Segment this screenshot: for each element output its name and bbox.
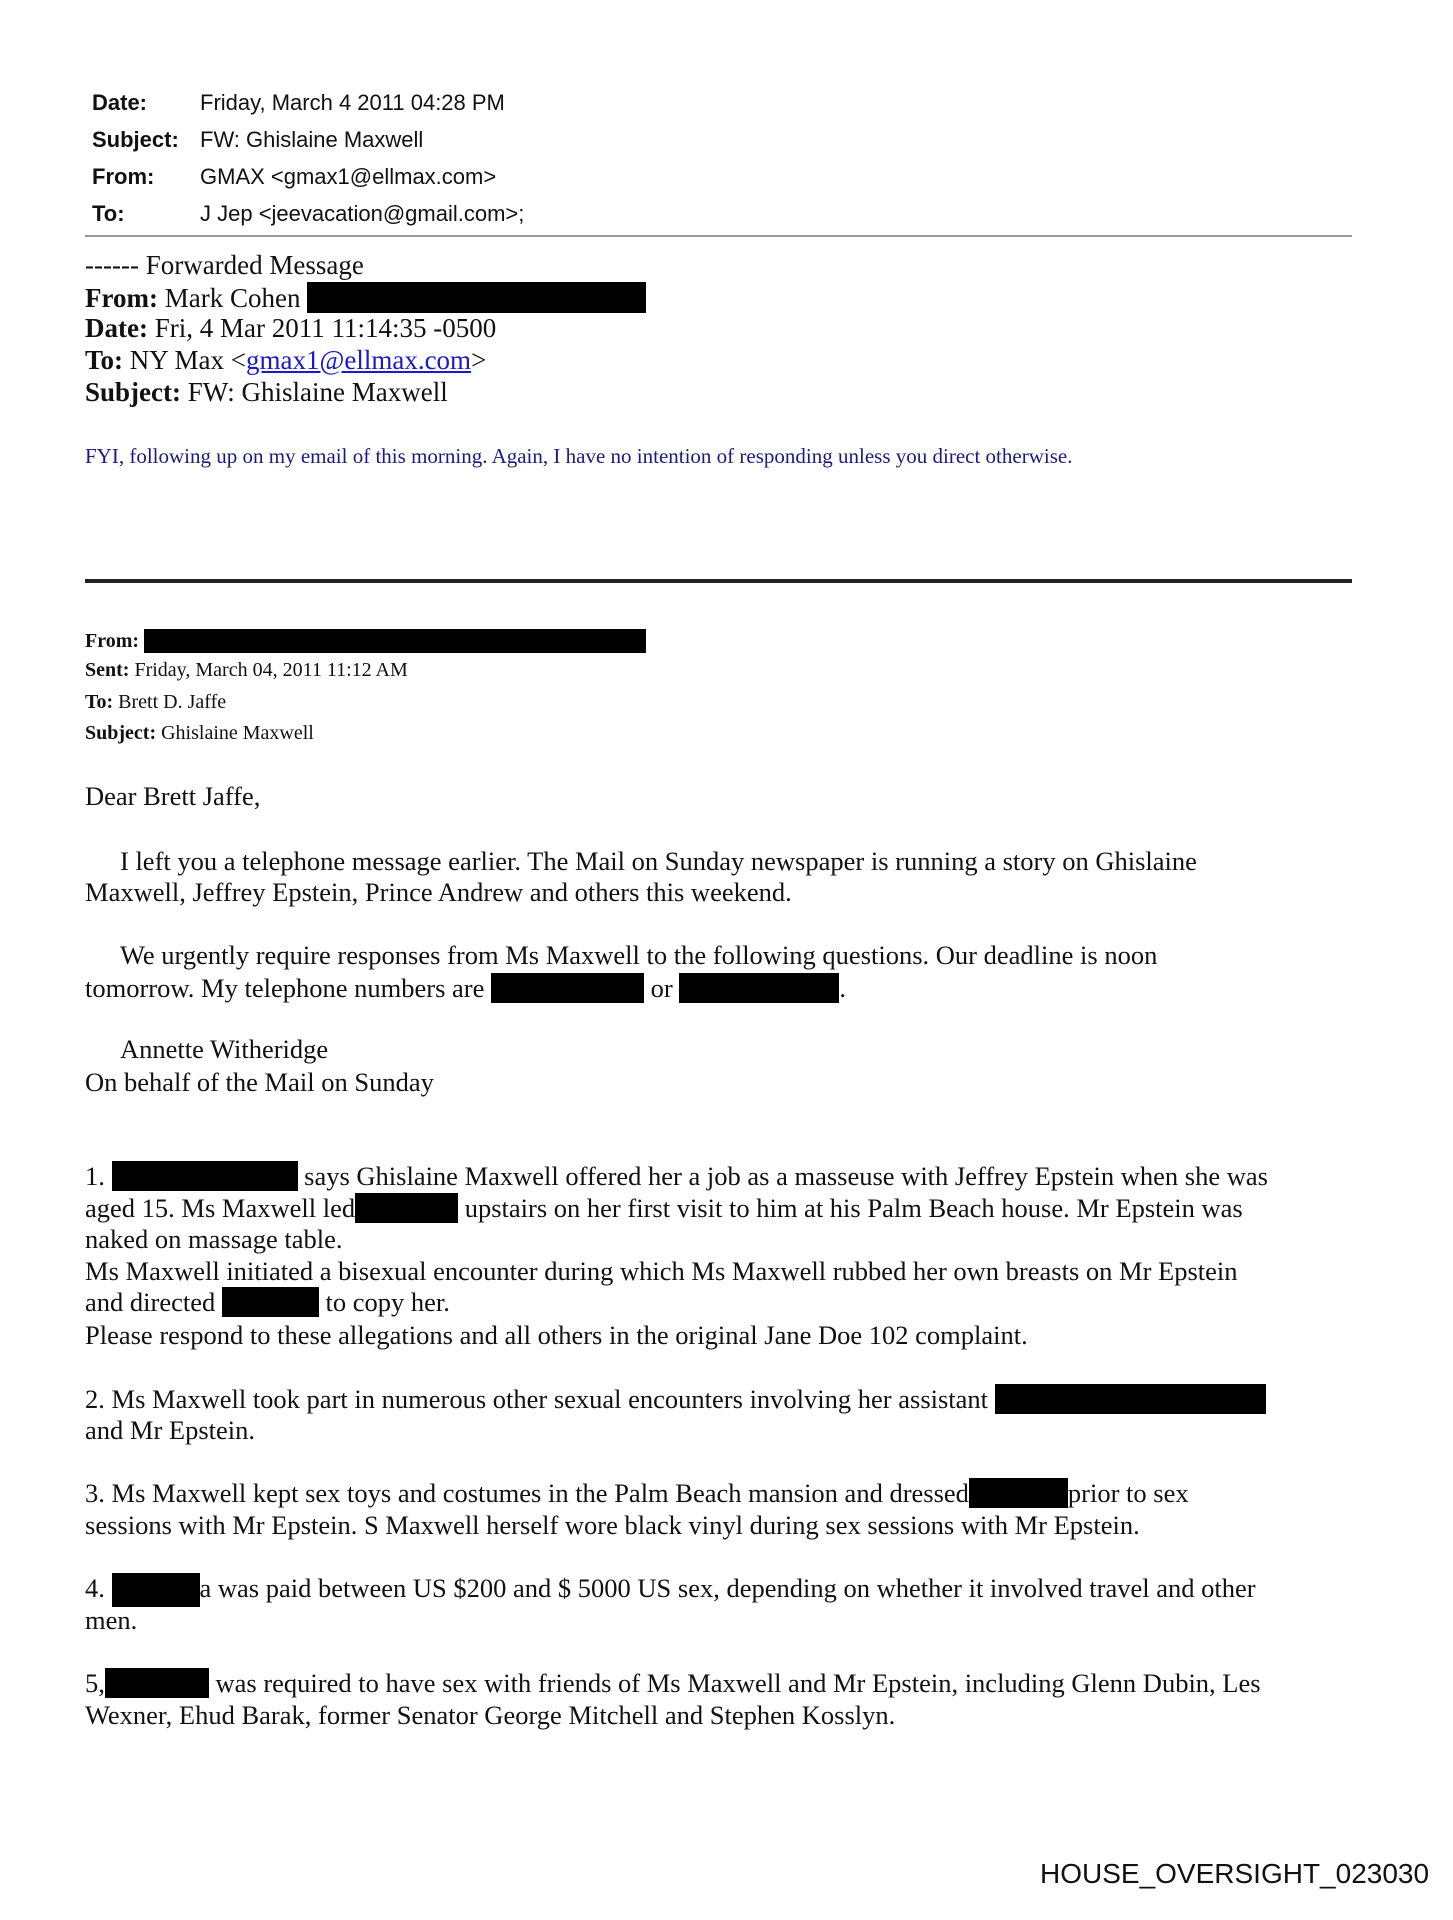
- question-1-line: [85, 1161, 1268, 1192]
- forwarded-to-label: To:: [85, 345, 124, 375]
- original-subject-value: Ghislaine Maxwell: [161, 722, 314, 744]
- bates-number: HOUSE_OVERSIGHT_023030: [1040, 1858, 1430, 1889]
- text: 5,: [85, 1668, 105, 1698]
- text: 3. Ms Maxwell kept sex toys and costumes in the Palm Beach mansion and dressed: [85, 1478, 969, 1508]
- forwarded-to-end: >: [471, 345, 487, 375]
- question-3-line: [85, 1478, 1189, 1509]
- forwarded-to-name: NY Max <: [129, 345, 246, 375]
- text: aged 15. Ms Maxwell led: [85, 1193, 356, 1223]
- text: 4.: [85, 1573, 105, 1603]
- forwarded-note: FYI, following up on my email of this morning. Again, I have no intention of responding unless you direct otherwise.: [85, 444, 1073, 468]
- paragraph-line: Maxwell, Jeffrey Epstein, Prince Andrew and others this weekend.: [85, 877, 792, 907]
- forwarded-date-label: Date:: [85, 313, 148, 343]
- text: tomorrow. My telephone numbers are: [85, 973, 485, 1003]
- forwarded-date-value: Fri, 4 Mar 2011 11:14:35 -0500: [154, 313, 497, 343]
- forwarded-date: [85, 313, 496, 344]
- text: and directed: [85, 1287, 216, 1317]
- forwarded-from-label: From:: [85, 283, 158, 313]
- redaction: [995, 1384, 1266, 1414]
- text: a was paid between US $200 and $ 5000 US sex, depending on whether it involved travel and other: [199, 1573, 1256, 1603]
- forwarded-from-value: Mark Cohen: [164, 283, 301, 313]
- redaction: [144, 629, 646, 653]
- question-1-line: naked on massage table.: [85, 1224, 343, 1254]
- question-1-line: Please respond to these allegations and all others in the original Jane Doe 102 complaint.: [85, 1320, 1028, 1350]
- redaction: [307, 282, 646, 313]
- original-subject: [85, 722, 314, 745]
- redaction: [105, 1668, 209, 1698]
- forwarded-to-email-link[interactable]: gmax1@ellmax.com: [246, 345, 472, 375]
- redaction: [355, 1193, 458, 1223]
- redaction: [679, 973, 839, 1003]
- original-sent-label: Sent:: [85, 659, 130, 681]
- original-from-label: From:: [85, 630, 140, 652]
- forwarded-subject: [85, 377, 448, 408]
- to-value: J Jep <jeevacation@gmail.com>;: [200, 201, 525, 226]
- original-sent: [85, 659, 408, 682]
- text: 1.: [85, 1161, 105, 1191]
- signature-org: On behalf of the Mail on Sunday: [85, 1067, 434, 1097]
- redaction: [112, 1573, 200, 1607]
- redaction: [112, 1161, 298, 1191]
- original-to: [85, 691, 226, 714]
- question-5-line: Wexner, Ehud Barak, former Senator George Mitchell and Stephen Kosslyn.: [85, 1700, 896, 1730]
- subject-value: FW: Ghislaine Maxwell: [200, 127, 424, 152]
- paragraph-line: [85, 973, 846, 1004]
- question-4-line: men.: [85, 1605, 138, 1635]
- redaction: [491, 973, 644, 1003]
- original-subject-label: Subject:: [85, 722, 157, 744]
- text: upstairs on her first visit to him at his Palm Beach house. Mr Epstein was: [464, 1193, 1243, 1223]
- text: was required to have sex with friends of Ms Maxwell and Mr Epstein, including Glenn Dubin, Les: [215, 1668, 1261, 1698]
- question-1-line: [85, 1193, 1243, 1224]
- text: 2. Ms Maxwell took part in numerous other sexual encounters involving her assistant: [85, 1384, 989, 1414]
- from-label: From:: [92, 164, 155, 189]
- question-2-line: [85, 1384, 1266, 1415]
- to-label: To:: [92, 201, 125, 226]
- paragraph-line: I left you a telephone message earlier. The Mail on Sunday newspaper is running a story on Ghislaine: [120, 846, 1197, 876]
- question-3-line: sessions with Mr Epstein. S Maxwell herself wore black vinyl during sex sessions with Mr Epstein.: [85, 1510, 1140, 1540]
- forwarded-to: [85, 345, 486, 376]
- signature-name: Annette Witheridge: [120, 1034, 329, 1064]
- date-label: Date:: [92, 90, 148, 115]
- text: to copy her.: [325, 1287, 450, 1317]
- text: prior to sex: [1067, 1478, 1189, 1508]
- question-4-line: [85, 1573, 1256, 1607]
- salutation: Dear Brett Jaffe,: [85, 781, 261, 811]
- original-to-value: Brett D. Jaffe: [118, 691, 227, 713]
- date-value: Friday, March 4 2011 04:28 PM: [200, 90, 505, 115]
- message-divider: [85, 579, 1352, 583]
- question-1-line: [85, 1287, 450, 1318]
- text: .: [839, 973, 846, 1003]
- text: says Ghislaine Maxwell offered her a job as a masseuse with Jeffrey Epstein when she was: [304, 1161, 1268, 1191]
- question-5-line: [85, 1668, 1261, 1699]
- text: or: [650, 973, 673, 1003]
- paragraph-line: We urgently require responses from Ms Maxwell to the following questions. Our deadline is noon: [120, 940, 1158, 970]
- forwarded-title: ------ Forwarded Message: [85, 250, 364, 280]
- original-sent-value: Friday, March 04, 2011 11:12 AM: [134, 659, 408, 681]
- question-2-line: and Mr Epstein.: [85, 1415, 256, 1445]
- subject-label: Subject:: [92, 127, 179, 152]
- header-divider: [85, 235, 1352, 237]
- forwarded-subject-label: Subject:: [85, 377, 181, 407]
- forwarded-subject-value: FW: Ghislaine Maxwell: [187, 377, 448, 407]
- original-from: [85, 629, 646, 653]
- redaction: [222, 1287, 319, 1317]
- redaction: [969, 1478, 1068, 1508]
- question-1-line: Ms Maxwell initiated a bisexual encounter during which Ms Maxwell rubbed her own breasts on Mr Epstein: [85, 1256, 1238, 1286]
- original-to-label: To:: [85, 691, 114, 713]
- forwarded-from: [85, 282, 646, 314]
- from-value: GMAX <gmax1@ellmax.com>: [200, 164, 497, 189]
